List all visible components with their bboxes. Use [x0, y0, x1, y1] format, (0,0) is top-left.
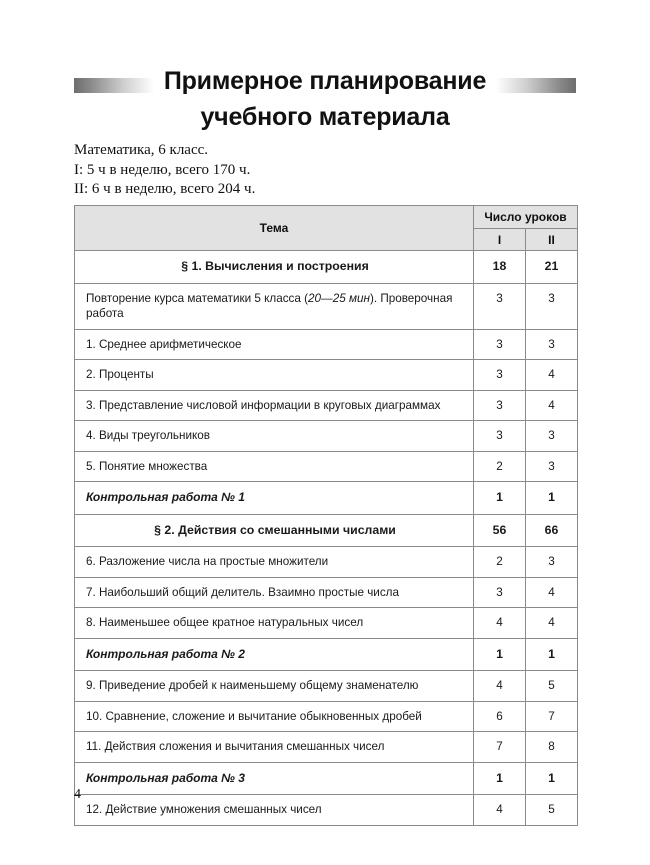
cell-lessons-variant-1: 2: [474, 451, 526, 482]
cell-lessons-variant-2: 21: [526, 251, 578, 284]
cell-lessons-variant-2: 4: [526, 360, 578, 391]
cell-lessons-variant-1: 56: [474, 514, 526, 547]
table-row: [75, 390, 578, 421]
table-row: [75, 329, 578, 360]
column-header-variant-2: II: [526, 229, 578, 251]
cell-theme: Контрольная работа № 1: [75, 482, 474, 515]
lesson-planning-table: [74, 205, 578, 826]
cell-theme: 3. Представление числовой информации в круговых диаграммах: [75, 390, 474, 421]
cell-theme: 12. Действие умножения смешанных чисел: [75, 795, 474, 826]
cell-lessons-variant-2: 3: [526, 421, 578, 452]
cell-lessons-variant-1: 3: [474, 421, 526, 452]
table-control-work-row: [75, 482, 578, 515]
decorative-gradient-bar-right: [496, 78, 576, 93]
cell-theme: § 1. Вычисления и построения: [75, 251, 474, 284]
cell-theme: § 2. Действия со смешанными числами: [75, 514, 474, 547]
cell-theme: 7. Наибольший общий делитель. Взаимно простые числа: [75, 577, 474, 608]
cell-theme: 6. Разложение числа на простые множители: [75, 547, 474, 578]
table-body: [75, 251, 578, 826]
cell-lessons-variant-2: 1: [526, 762, 578, 795]
cell-lessons-variant-1: 6: [474, 701, 526, 732]
cell-lessons-variant-1: 4: [474, 795, 526, 826]
cell-lessons-variant-1: 7: [474, 732, 526, 763]
cell-lessons-variant-2: 1: [526, 638, 578, 671]
table-row: [75, 671, 578, 702]
table-row: [75, 283, 578, 329]
cell-lessons-variant-2: 1: [526, 482, 578, 515]
cell-lessons-variant-2: 7: [526, 701, 578, 732]
page-title-line-1: Примерное планирование: [163, 67, 487, 95]
cell-lessons-variant-1: 3: [474, 329, 526, 360]
cell-lessons-variant-2: 3: [526, 451, 578, 482]
cell-lessons-variant-2: 66: [526, 514, 578, 547]
page-header: [0, 66, 650, 133]
cell-lessons-variant-2: 4: [526, 577, 578, 608]
cell-lessons-variant-1: 1: [474, 482, 526, 515]
cell-theme: Повторение курса математики 5 класса (20—25 мин). Проверочная работа: [75, 283, 474, 329]
cell-theme: Контрольная работа № 3: [75, 762, 474, 795]
cell-theme: 2. Проценты: [75, 360, 474, 391]
cell-lessons-variant-2: 8: [526, 732, 578, 763]
cell-lessons-variant-2: 3: [526, 283, 578, 329]
table-row: [75, 608, 578, 639]
cell-lessons-variant-1: 3: [474, 283, 526, 329]
table-row: [75, 421, 578, 452]
table-section-row: [75, 251, 578, 284]
course-info-line-1: Математика, 6 класс.: [74, 142, 209, 158]
course-info-line-2: I: 5 ч в неделю, всего 170 ч.: [74, 161, 251, 178]
table-row: [75, 577, 578, 608]
cell-lessons-variant-1: 4: [474, 671, 526, 702]
table-header-row-1: [75, 206, 578, 229]
table-row: [75, 732, 578, 763]
table-row: [75, 795, 578, 826]
cell-lessons-variant-2: 5: [526, 795, 578, 826]
page-title-line-2: учебного материала: [200, 103, 450, 131]
cell-theme: 8. Наименьшее общее кратное натуральных чисел: [75, 608, 474, 639]
cell-lessons-variant-1: 1: [474, 638, 526, 671]
cell-theme: 11. Действия сложения и вычитания смешанных чисел: [75, 732, 474, 763]
column-header-lessons: Число уроков: [474, 206, 578, 229]
table-control-work-row: [75, 638, 578, 671]
table-row: [75, 701, 578, 732]
cell-lessons-variant-2: 5: [526, 671, 578, 702]
cell-theme: Контрольная работа № 2: [75, 638, 474, 671]
page-number: 4: [74, 787, 81, 802]
column-header-theme: Тема: [75, 206, 474, 251]
cell-lessons-variant-1: 1: [474, 762, 526, 795]
cell-theme: 5. Понятие множества: [75, 451, 474, 482]
cell-lessons-variant-1: 3: [474, 360, 526, 391]
cell-lessons-variant-2: 4: [526, 390, 578, 421]
cell-lessons-variant-1: 3: [474, 577, 526, 608]
table-control-work-row: [75, 762, 578, 795]
column-header-variant-1: I: [474, 229, 526, 251]
cell-theme: 4. Виды треугольников: [75, 421, 474, 452]
course-info-line-3: II: 6 ч в неделю, всего 204 ч.: [74, 181, 256, 197]
cell-theme: 9. Приведение дробей к наименьшему общему знаменателю: [75, 671, 474, 702]
cell-lessons-variant-1: 18: [474, 251, 526, 284]
cell-lessons-variant-1: 3: [474, 390, 526, 421]
cell-theme: 10. Сравнение, сложение и вычитание обыкновенных дробей: [75, 701, 474, 732]
course-info: [74, 141, 255, 200]
cell-lessons-variant-1: 2: [474, 547, 526, 578]
table-head: [75, 206, 578, 251]
cell-lessons-variant-2: 3: [526, 329, 578, 360]
table-row: [75, 451, 578, 482]
cell-theme: 1. Среднее арифметическое: [75, 329, 474, 360]
decorative-gradient-bar-left: [74, 78, 154, 93]
title-row-1: [0, 66, 650, 100]
table-row: [75, 547, 578, 578]
table-section-row: [75, 514, 578, 547]
cell-lessons-variant-1: 4: [474, 608, 526, 639]
cell-lessons-variant-2: 3: [526, 547, 578, 578]
table-row: [75, 360, 578, 391]
cell-theme-emphasis: 20—25 мин: [308, 291, 370, 305]
cell-lessons-variant-2: 4: [526, 608, 578, 639]
